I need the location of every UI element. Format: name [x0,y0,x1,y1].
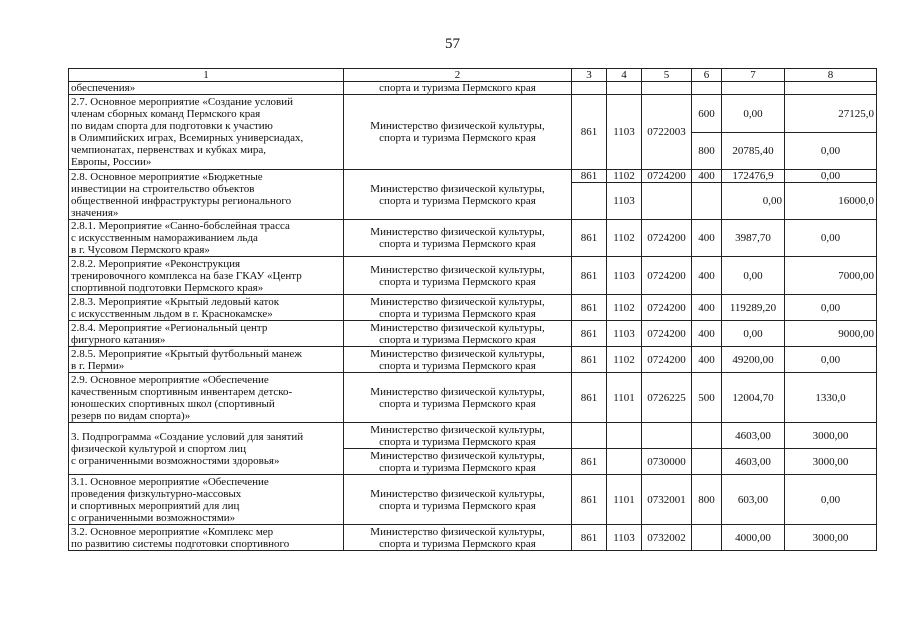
column-header: 5 [642,69,692,82]
cell-amount-1: 0,00 [722,257,785,295]
cell-section: 1103 [607,95,642,170]
cell-expense-type: 400 [692,347,722,373]
table-row [69,170,877,183]
cell-amount-2: 16000,0 [785,183,877,220]
cell-expense-type: 400 [692,220,722,257]
cell-target-article: 0724200 [642,295,692,321]
row-name: 2.9. Основное мероприятие «Обеспечение качественным спортивным инвентарем детско- юношеских спортивных школ (спортивный резерв по видам спорта)» [69,373,344,423]
row-name: 2.8. Основное мероприятие «Бюджетные инвестиции на строительство объектов общественной инфраструктуры регионального значения» [69,170,344,220]
cell-amount-2: 3000,00 [785,423,877,449]
cell-grbs: 861 [572,525,607,551]
row-organization: Министерство физической культуры, спорта и туризма Пермского края [344,347,572,373]
cell-grbs: 861 [572,295,607,321]
table-row [69,257,877,295]
cell-amount-2: 0,00 [785,133,877,170]
cell-section: 1103 [607,525,642,551]
cell-expense-type: 500 [692,373,722,423]
cell-amount-1: 49200,00 [722,347,785,373]
cell-amount-1: 3987,70 [722,220,785,257]
cell-amount-1: 4603,00 [722,423,785,449]
cell-target-article: 0724200 [642,321,692,347]
cell-target-article: 0732001 [642,475,692,525]
row-organization: Министерство физической культуры, спорта и туризма Пермского края [344,373,572,423]
table-row [69,475,877,525]
column-header: 3 [572,69,607,82]
cell-target-article: 0726225 [642,373,692,423]
row-organization: Министерство физической культуры, спорта и туризма Пермского края [344,525,572,551]
cell-amount-2: 7000,00 [785,257,877,295]
row-organization: Министерство физической культуры, спорта и туризма Пермского края [344,423,572,449]
cell-grbs: 861 [572,449,607,475]
cell-expense-type: 800 [692,475,722,525]
row-name: 2.8.5. Мероприятие «Крытый футбольный манеж в г. Перми» [69,347,344,373]
cell-amount-2: 0,00 [785,475,877,525]
cell-expense-type: 400 [692,321,722,347]
table-row [69,525,877,551]
cell-grbs: 861 [572,257,607,295]
cell-grbs: 861 [572,170,607,183]
cell-grbs: 861 [572,220,607,257]
table-row [69,423,877,449]
cell-amount-2: 0,00 [785,295,877,321]
cell-section: 1103 [607,183,642,220]
cell-amount-1: 119289,20 [722,295,785,321]
table-header-row [69,69,877,82]
cell-expense-type: 400 [692,295,722,321]
cell-amount-1: 0,00 [722,95,785,133]
budget-table [68,68,877,551]
cell-expense-type: 400 [692,170,722,183]
row-organization: Министерство физической культуры, спорта и туризма Пермского края [344,295,572,321]
column-header: 2 [344,69,572,82]
row-name: 3.1. Основное мероприятие «Обеспечение проведения физкультурно-массовых и спортивных мероприятий для лиц с ограниченными возможностями» [69,475,344,525]
column-header: 6 [692,69,722,82]
cell-target-article: 0724200 [642,170,692,183]
row-name: 3.2. Основное мероприятие «Комплекс мер по развитию системы подготовки спортивного [69,525,344,551]
cell-grbs: 861 [572,475,607,525]
row-organization: Министерство физической культуры, спорта и туризма Пермского края [344,321,572,347]
cell-amount-2: 0,00 [785,220,877,257]
row-organization: Министерство физической культуры, спорта и туризма Пермского края [344,170,572,220]
cell-section: 1102 [607,220,642,257]
cell-grbs: 861 [572,321,607,347]
cell-amount-1: 20785,40 [722,133,785,170]
table-row [69,95,877,133]
cell-target-article: 0722003 [642,95,692,170]
column-header: 1 [69,69,344,82]
cell-amount-1: 0,00 [722,183,785,220]
table-row [69,295,877,321]
row-organization: Министерство физической культуры, спорта и туризма Пермского края [344,257,572,295]
cell-grbs: 861 [572,347,607,373]
column-header: 4 [607,69,642,82]
table-row [69,373,877,423]
row-name: 2.8.3. Мероприятие «Крытый ледовый каток с искусственным льдом в г. Краснокамске» [69,295,344,321]
row-name: 2.8.1. Мероприятие «Санно-бобслейная трасса с искусственным намораживанием льда в г. Чусовом Пермского края» [69,220,344,257]
cell-amount-1: 4000,00 [722,525,785,551]
cell-target-article: 0724200 [642,257,692,295]
cell-target-article: 0730000 [642,449,692,475]
cell-section: 1103 [607,321,642,347]
row-organization: Министерство физической культуры, спорта и туризма Пермского края [344,95,572,170]
cell-section: 1102 [607,170,642,183]
cell-section: 1101 [607,373,642,423]
cell-expense-type: 600 [692,95,722,133]
row-name: 2.8.4. Мероприятие «Региональный центр фигурного катания» [69,321,344,347]
cell-amount-2: 0,00 [785,170,877,183]
table-row [69,347,877,373]
cell-amount-1: 172476,9 [722,170,785,183]
page-number: 57 [445,36,460,52]
column-header: 8 [785,69,877,82]
cell-amount-2: 1330,0 [785,373,877,423]
cell-target-article: 0732002 [642,525,692,551]
cell-amount-2: 3000,00 [785,449,877,475]
row-name: обеспечения» [69,82,344,95]
cell-expense-type: 400 [692,257,722,295]
cell-grbs: 861 [572,373,607,423]
cell-amount-1: 4603,00 [722,449,785,475]
cell-target-article: 0724200 [642,220,692,257]
table-row [69,321,877,347]
row-organization: Министерство физической культуры, спорта и туризма Пермского края [344,449,572,475]
cell-amount-2: 3000,00 [785,525,877,551]
row-organization: спорта и туризма Пермского края [344,82,572,95]
row-name: 2.7. Основное мероприятие «Создание условий членам сборных команд Пермского края по видам спорта для подготовки к участию в Олимпийских играх, Всемирных универсиадах, чемпионатах, первенствах и кубках мира, Европы, России» [69,95,344,170]
row-name: 3. Подпрограмма «Создание условий для занятий физической культурой и спортом лиц с ограниченными возможностями здоровья» [69,423,344,475]
cell-amount-2: 0,00 [785,347,877,373]
row-organization: Министерство физической культуры, спорта и туризма Пермского края [344,475,572,525]
cell-target-article: 0724200 [642,347,692,373]
cell-amount-2: 27125,0 [785,95,877,133]
cell-section: 1102 [607,347,642,373]
cell-section: 1101 [607,475,642,525]
table-row [69,82,877,95]
row-name: 2.8.2. Мероприятие «Реконструкция тренировочного комплекса на базе ГКАУ «Центр спортивной подготовки Пермского края» [69,257,344,295]
cell-amount-1: 0,00 [722,321,785,347]
row-organization: Министерство физической культуры, спорта и туризма Пермского края [344,220,572,257]
cell-amount-1: 603,00 [722,475,785,525]
cell-amount-1: 12004,70 [722,373,785,423]
cell-amount-2: 9000,00 [785,321,877,347]
cell-expense-type: 800 [692,133,722,170]
cell-grbs: 861 [572,95,607,170]
column-header: 7 [722,69,785,82]
cell-section: 1103 [607,257,642,295]
table-row [69,220,877,257]
cell-section: 1102 [607,295,642,321]
